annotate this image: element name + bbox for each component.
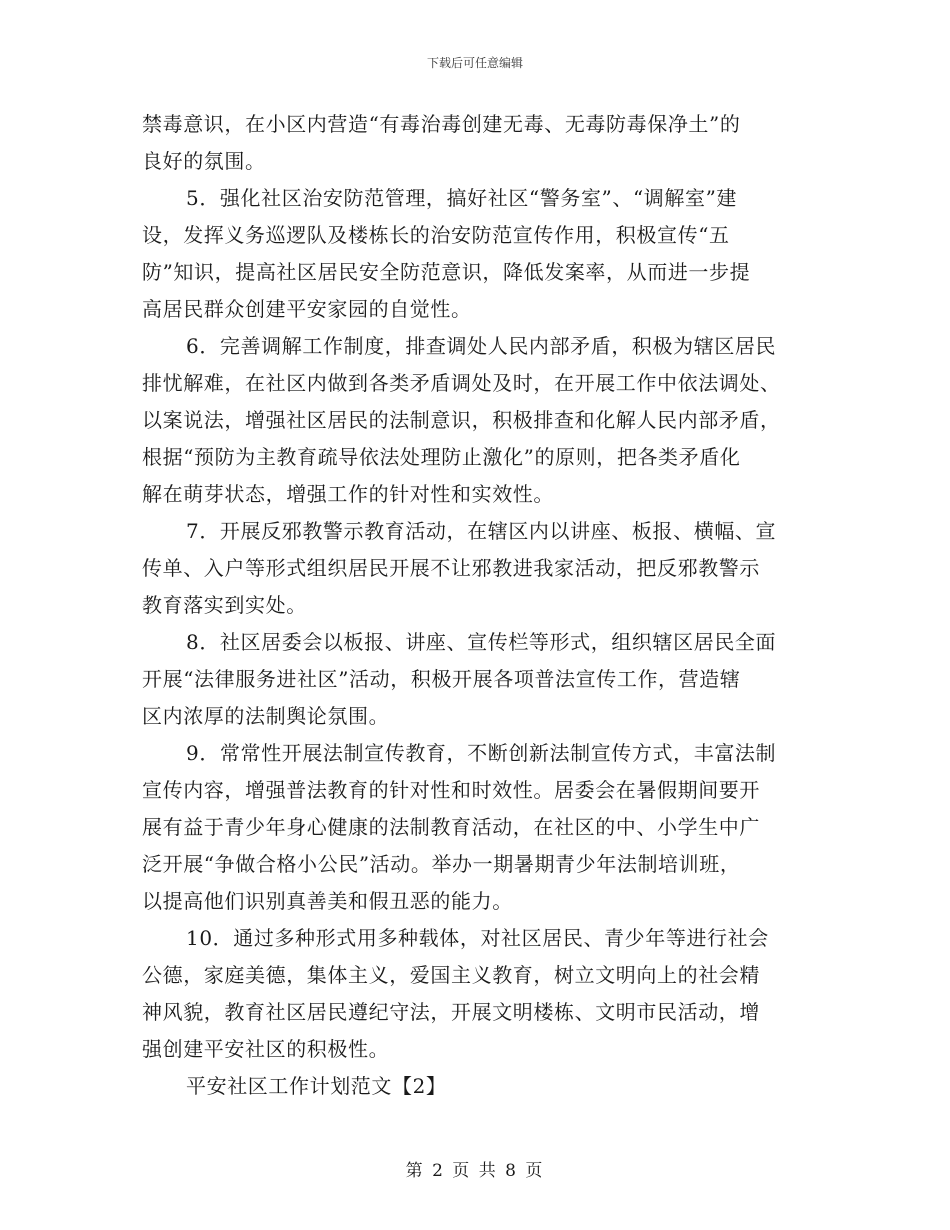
paragraph-line: 公德，家庭美德，集体主义，爱国主义教育，树立文明向上的社会精 [142, 963, 760, 987]
paragraph-first-line: 9．常常性开展法制宣传教育，不断创新法制宣传方式，丰富法制 [186, 741, 777, 765]
paragraph-line: 展有益于青少年身心健康的法制教育活动，在社区的中、小学生中广 [142, 815, 760, 839]
paragraph-first-line: 8．社区居委会以板报、讲座、宣传栏等形式，组织辖区居民全面 [186, 630, 777, 654]
paragraph-line: 禁毒意识，在小区内营造“有毒治毒创建无毒、无毒防毒保净土”的 [142, 112, 741, 136]
paragraph-line: 良好的氛围。 [142, 149, 266, 173]
paragraph-line: 排忧解难，在社区内做到各类矛盾调处及时，在开展工作中依法调处、 [142, 371, 781, 395]
paragraph-line: 宣传内容，增强普法教育的针对性和时效性。居委会在暑假期间要开 [142, 778, 760, 802]
paragraph-line: 区内浓厚的法制舆论氛围。 [142, 704, 390, 728]
paragraph-first-line: 10．通过多种形式用多种载体，对社区居民、青少年等进行社会 [186, 926, 769, 950]
page-footer: 第 2 页 共 8 页 [405, 1161, 545, 1181]
paragraph-line: 泛开展“争做合格小公民”活动。举办一期暑期青少年法制培训班， [142, 852, 741, 876]
paragraph-line: 设，发挥义务巡逻队及楼栋长的治安防范宣传作用，积极宣传“五 [142, 223, 730, 247]
paragraph-first-line: 5．强化社区治安防范管理，搞好社区“警务室”、“调解室”建 [186, 186, 738, 210]
paragraph-first-line: 7．开展反邪教警示教育活动，在辖区内以讲座、板报、横幅、宣 [186, 519, 777, 543]
document-body [142, 106, 812, 1105]
paragraph-line: 开展“法律服务进社区”活动，积极开展各项普法宣传工作，营造辖 [142, 667, 741, 691]
paragraph-line: 强创建平安社区的积极性。 [142, 1037, 390, 1061]
paragraph-line: 解在萌芽状态，增强工作的针对性和实效性。 [142, 482, 554, 506]
paragraph-line: 以提高他们识别真善美和假丑恶的能力。 [142, 889, 513, 913]
paragraph-first-line: 平安社区工作计划范文【2】 [186, 1074, 447, 1098]
paragraph-line: 传单、入户等形式组织居民开展不让邪教进我家活动，把反邪教警示 [142, 556, 760, 580]
paragraph-line: 以案说法，增强社区居民的法制意识，积极排查和化解人民内部矛盾， [142, 408, 781, 432]
paragraph-line: 根据“预防为主教育疏导依法处理防止激化”的原则，把各类矛盾化 [142, 445, 741, 469]
page-header: 下载后可任意编辑 [426, 56, 523, 70]
paragraph-line: 教育落实到实处。 [142, 593, 307, 617]
paragraph-line: 高居民群众创建平安家园的自觉性。 [142, 297, 472, 321]
paragraph-line: 神风貌，教育社区居民遵纪守法，开展文明楼栋、文明市民活动，增 [142, 1000, 760, 1024]
paragraph-first-line: 6．完善调解工作制度，排查调处人民内部矛盾，积极为辖区居民 [186, 334, 777, 358]
paragraph-line: 防”知识，提高社区居民安全防范意识，降低发案率，从而进一步提 [142, 260, 751, 284]
